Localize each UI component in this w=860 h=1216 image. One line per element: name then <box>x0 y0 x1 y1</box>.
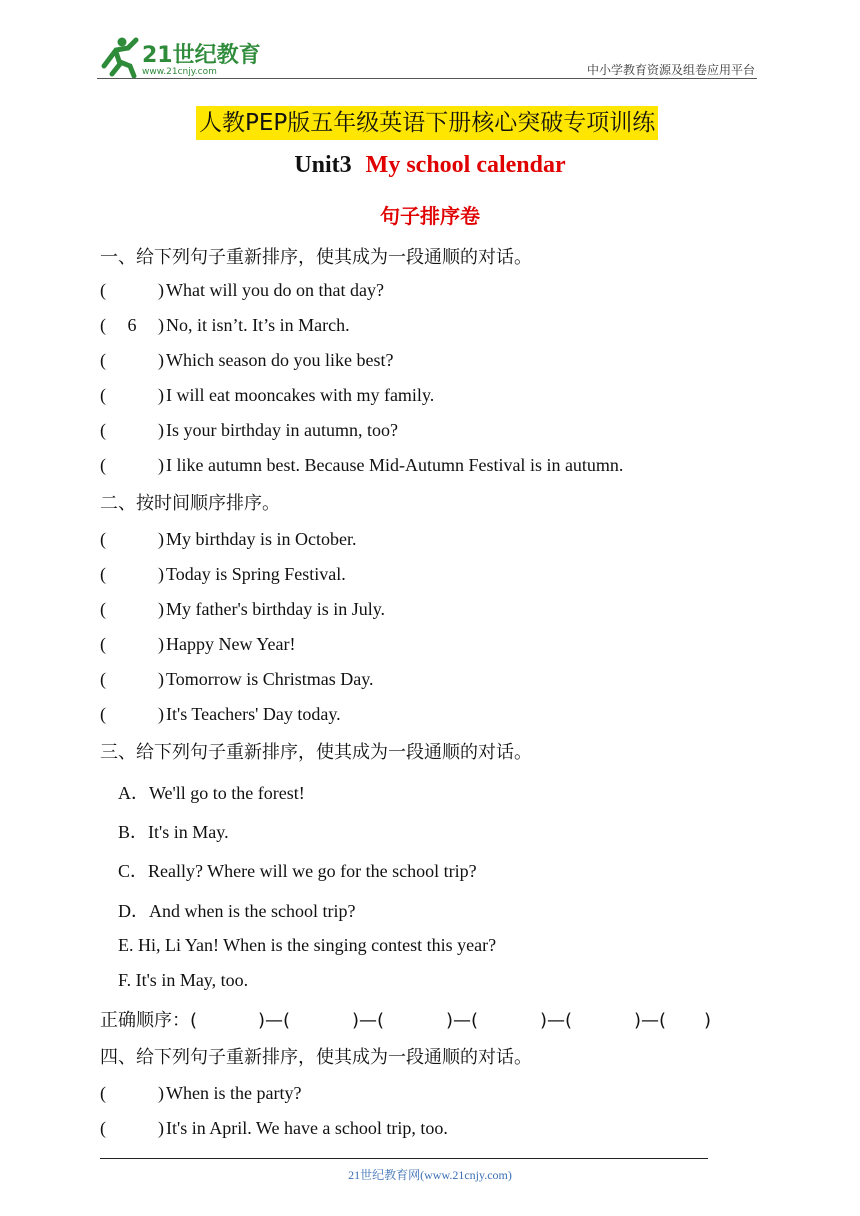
logo-text: 21世纪教育 <box>142 43 261 68</box>
logo-url: www.21cnjy.com <box>142 67 217 77</box>
list-item: ( ) I like autumn best. Because Mid-Autumn Festival is in autumn. <box>100 455 624 475</box>
section-4-heading: 四、给下列句子重新排序，使其成为一段通顺的对话。 <box>100 1047 532 1068</box>
list-item: ( 6 ) No, it isn’t. It’s in March. <box>100 315 350 335</box>
option-a: A．We'll go to the forest! <box>118 783 305 803</box>
order-slot[interactable]: )—( <box>352 1010 385 1031</box>
section-2-heading: 二、按时间顺序排序。 <box>100 493 280 514</box>
sentence-text: I will eat mooncakes with my family. <box>166 385 435 405</box>
sentence-text: My birthday is in October. <box>166 529 357 549</box>
list-item: ( ) What will you do on that day? <box>100 280 384 300</box>
sentence-text: I like autumn best. Because Mid-Autumn Festival is in autumn. <box>166 455 624 475</box>
worksheet-subtitle: 句子排序卷 <box>380 204 480 228</box>
list-item: ( ) Which season do you like best? <box>100 350 394 370</box>
list-item: ( ) I will eat mooncakes with my family. <box>100 385 435 405</box>
page-title: 人教PEP版五年级英语下册核心突破专项训练 <box>196 106 658 140</box>
list-item: ( ) My birthday is in October. <box>100 529 357 549</box>
sentence-text: My father's birthday is in July. <box>166 599 386 619</box>
correct-order-row <box>100 1006 711 1032</box>
sentence-text: Today is Spring Festival. <box>166 564 346 584</box>
list-item: ( ) My father's birthday is in July. <box>100 599 386 619</box>
answer-blank[interactable]: 6 <box>127 315 137 335</box>
list-item: ( ) It's in April. We have a school trip, too. <box>100 1118 448 1138</box>
list-item: ( ) Is your birthday in autumn, too? <box>100 420 398 440</box>
list-item: ( ) Tomorrow is Christmas Day. <box>100 669 374 689</box>
footer-divider <box>100 1158 708 1159</box>
sentence-text: No, it isn’t. It’s in March. <box>166 315 350 335</box>
order-label: 正确顺序： <box>100 1010 190 1031</box>
sentence-text: It's Teachers' Day today. <box>166 704 341 724</box>
sentence-text: Is your birthday in autumn, too? <box>166 420 398 440</box>
unit-title <box>0 152 860 179</box>
platform-tagline: 中小学教育资源及组卷应用平台 <box>586 63 755 77</box>
order-slot: ) <box>704 1010 712 1031</box>
section-3-heading: 三、给下列句子重新排序，使其成为一段通顺的对话。 <box>100 742 532 763</box>
sentence-text: It's in April. We have a school trip, too. <box>166 1118 448 1138</box>
list-item: ( ) Today is Spring Festival. <box>100 564 346 584</box>
header-divider <box>97 78 757 79</box>
site-logo <box>96 36 266 80</box>
footer-link[interactable]: 21世纪教育网(www.21cnjy.com) <box>348 1168 512 1182</box>
sentence-text: Which season do you like best? <box>166 350 394 370</box>
option-b: B．It's in May. <box>118 822 229 842</box>
option-f: F. It's in May, too. <box>118 970 249 990</box>
list-item: ( ) It's Teachers' Day today. <box>100 704 341 724</box>
list-item: ( ) When is the party? <box>100 1083 302 1103</box>
option-d: D．And when is the school trip? <box>118 901 356 921</box>
order-slot[interactable]: )—( <box>540 1010 573 1031</box>
sentence-text: Tomorrow is Christmas Day. <box>166 669 374 689</box>
section-1-heading: 一、给下列句子重新排序，使其成为一段通顺的对话。 <box>100 247 532 268</box>
sentence-text: What will you do on that day? <box>166 280 384 300</box>
sentence-text: Happy New Year! <box>166 634 296 654</box>
order-slot[interactable]: )—( <box>634 1010 667 1031</box>
unit-number: Unit3 <box>294 152 352 178</box>
order-slot[interactable]: )—( <box>446 1010 479 1031</box>
list-item: ( ) Happy New Year! <box>100 634 296 654</box>
option-e: E. Hi, Li Yan! When is the singing contest this year? <box>118 935 497 955</box>
unit-name: My school calendar <box>365 152 566 178</box>
option-c: C．Really? Where will we go for the school trip? <box>118 861 477 881</box>
sentence-text: When is the party? <box>166 1083 302 1103</box>
order-slot[interactable]: )—( <box>258 1010 291 1031</box>
runner-logo-icon <box>96 36 266 80</box>
order-slot[interactable]: ( <box>190 1010 198 1031</box>
